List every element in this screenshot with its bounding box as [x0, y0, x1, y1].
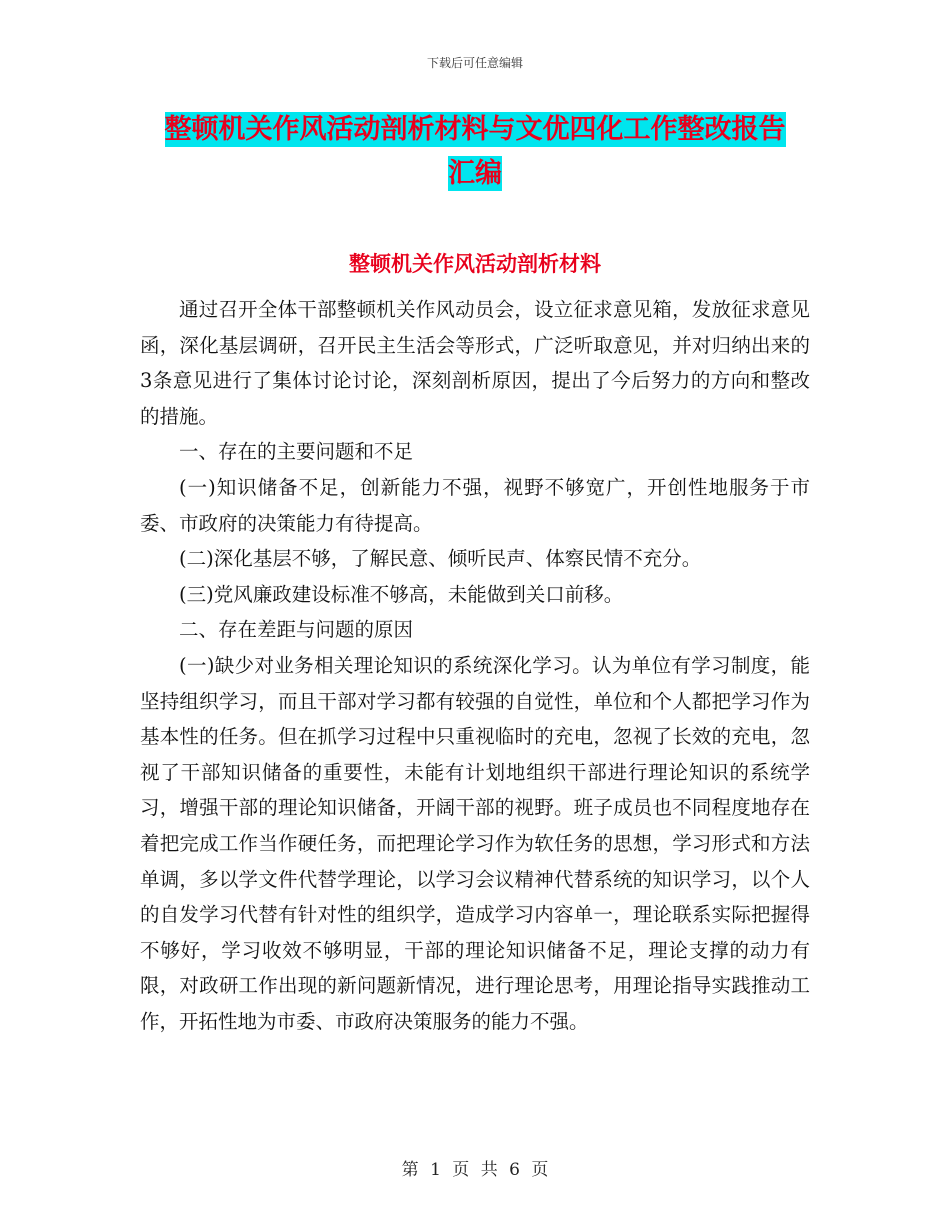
header-note: 下载后可任意编辑 [426, 56, 523, 70]
paragraph-cause-1: (一)缺少对业务相关理论知识的系统深化学习。认为单位有学习制度，能坚持组织学习，而且干部对学习都有较强的自觉性，单位和个人都把学习作为基本性的任务。但在抓学习过程中只重视临时的充电，忽视了长效的充电，忽视了干部知识储备的重要性，未能有计划地组织干部进行理论知识的系统学习，增强干部的理论知识储备，开阔干部的视野。班子成员也不同程度地存在着把完成工作当作硬任务，而把理论学习作为软任务的思想，学习形式和方法单调，多以学文件代替学理论，以学习会议精神代替系统的知识学习，以个人的自发学习代替有针对性的组织学，造成学习内容单一，理论联系实际把握得不够好，学习收效不够明显，干部的理论知识储备不足，理论支撑的动力有限，对政研工作出现的新问题新情况，进行理论思考，用理论指导实践推动工作，开拓性地为市委、市政府决策服务的能力不强。 [140, 653, 810, 1033]
document-title-line-1: 整顿机关作风活动剖析材料与文优四化工作整改报告 [164, 114, 786, 145]
paragraph-problem-1: (一)知识储备不足，创新能力不强，视野不够宽广，开创性地服务于市委、市政府的决策能力有待提高。 [140, 475, 810, 535]
heading-causes: 二、存在差距与问题的原因 [179, 618, 414, 642]
page-footer: 第 1 页 共 6 页 [401, 1160, 549, 1180]
paragraph-intro: 通过召开全体干部整顿机关作风动员会，设立征求意见箱，发放征求意见函，深化基层调研，召开民主生活会等形式，广泛听取意见，并对归纳出来的3条意见进行了集体讨论讨论，深刻剖析原因，提出了今后努力的方向和整改的措施。 [140, 298, 810, 428]
paragraph-problem-3: (三)党风廉政建设标准不够高，未能做到关口前移。 [179, 582, 624, 606]
section-title: 整顿机关作风活动剖析材料 [349, 252, 601, 276]
heading-problems: 一、存在的主要问题和不足 [179, 440, 414, 464]
document-body [140, 292, 810, 1039]
document-title-line-2: 汇编 [448, 158, 502, 189]
document-title [140, 108, 810, 196]
paragraph-problem-2: (二)深化基层不够，了解民意、倾听民声、体察民情不充分。 [179, 547, 702, 571]
